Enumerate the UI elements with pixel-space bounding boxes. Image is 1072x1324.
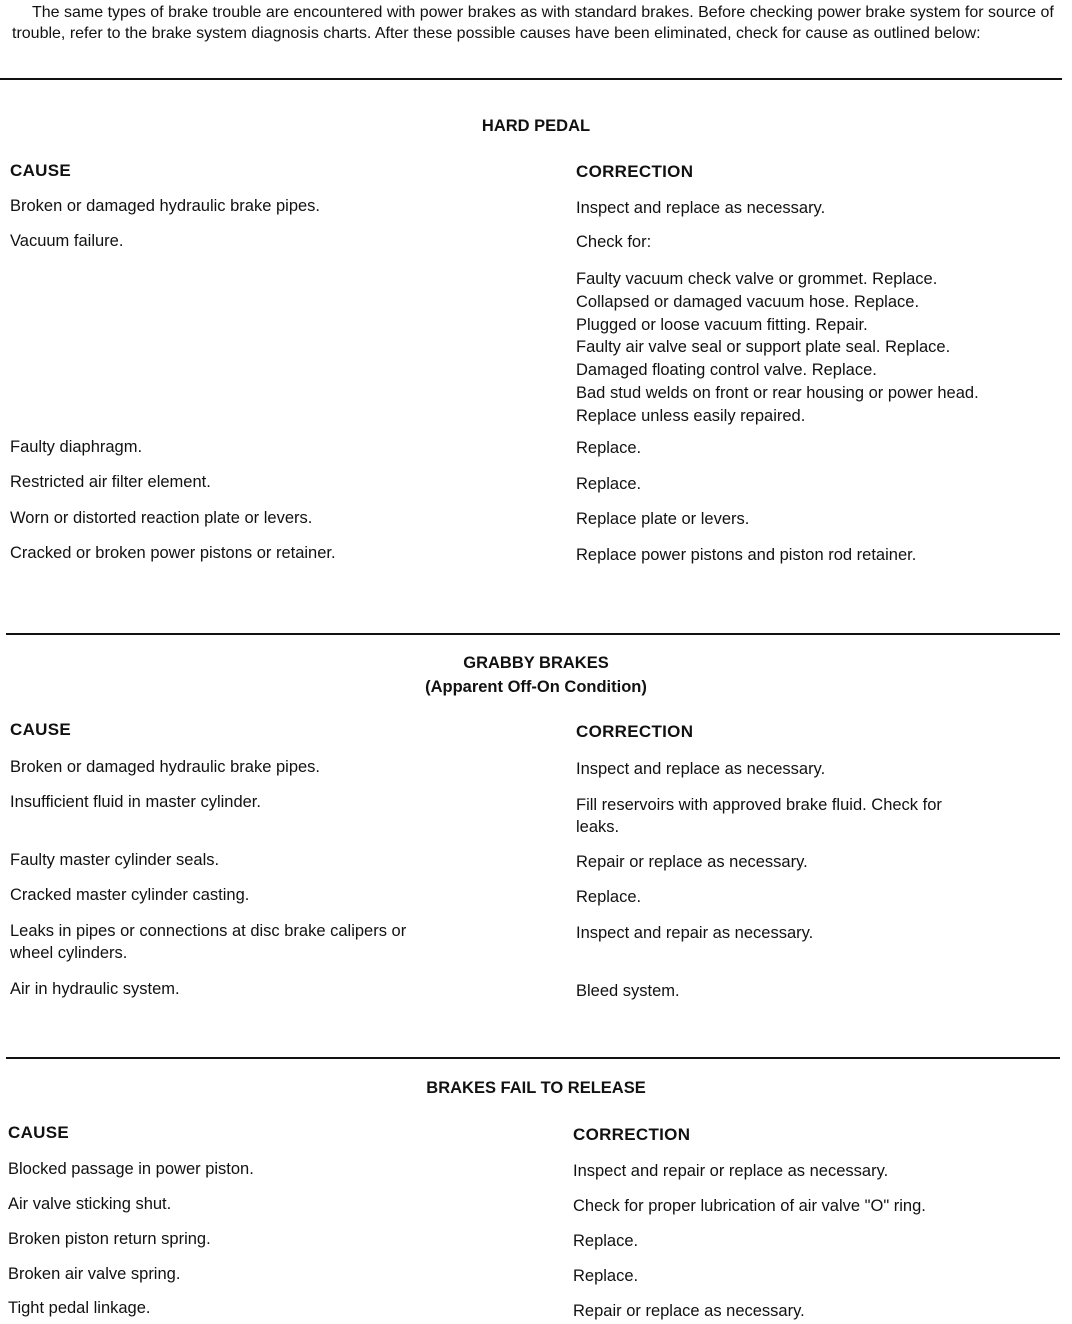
correction-text: Check for: (576, 233, 652, 251)
correction-text: Inspect and repair or replace as necessary. (573, 1162, 889, 1180)
correction-text: Inspect and replace as necessary. (576, 760, 826, 778)
section-divider (6, 633, 1060, 635)
cause-header: CAUSE (8, 1123, 70, 1142)
cause-text: Air in hydraulic system. (10, 980, 180, 998)
cause-text: Broken piston return spring. (8, 1230, 211, 1248)
cause-text: Broken or damaged hydraulic brake pipes. (10, 197, 321, 215)
section-divider (6, 1057, 1060, 1059)
cause-text: Faulty diaphragm. (10, 438, 143, 456)
correction-header: CORRECTION (576, 162, 694, 181)
correction-text: Inspect and replace as necessary. (576, 199, 826, 217)
section-title-grabby-brakes: GRABBY BRAKES (463, 654, 609, 672)
correction-text: Replace. (576, 439, 642, 457)
cause-text: Restricted air filter element. (10, 473, 211, 491)
cause-header: CAUSE (10, 161, 72, 180)
correction-header: CORRECTION (573, 1125, 691, 1144)
correction-text: Check for proper lubrication of air valve "O" ring. (573, 1197, 926, 1215)
correction-text: Replace. (573, 1267, 639, 1285)
section-subtitle: (Apparent Off-On Condition) (425, 678, 647, 696)
cause-text: Insufficient fluid in master cylinder. (10, 793, 261, 811)
correction-text: Fill reservoirs with approved brake fluid. Check for leaks. (576, 796, 942, 836)
cause-text: Blocked passage in power piston. (8, 1160, 254, 1178)
correction-text: Bleed system. (576, 982, 680, 1000)
cause-header: CAUSE (10, 720, 72, 739)
correction-text: Replace power pistons and piston rod retainer. (576, 546, 917, 564)
correction-text: Replace. (576, 475, 642, 493)
cause-text: Air valve sticking shut. (8, 1195, 172, 1213)
correction-text: Replace. (576, 888, 642, 906)
cause-text: Tight pedal linkage. (8, 1299, 151, 1317)
cause-text: Leaks in pipes or connections at disc brake calipers or wheel cylinders. (10, 922, 407, 962)
cause-text: Worn or distorted reaction plate or levers. (10, 509, 313, 527)
correction-checklist: Faulty vacuum check valve or grommet. Replace. Collapsed or damaged vacuum hose. Replace. Plugged or loose vacuum fitting. Repair. Faulty air valve seal or support plate seal. Replace. Damaged floating control valve. Replace. Bad stud welds on front or rear housing or power head. Replace unless easily repaired. (576, 270, 979, 425)
cause-text: Cracked or broken power pistons or retainer. (10, 544, 336, 562)
cause-text: Broken air valve spring. (8, 1265, 181, 1283)
correction-text: Inspect and repair as necessary. (576, 924, 814, 942)
correction-text: Repair or replace as necessary. (573, 1302, 805, 1320)
correction-header: CORRECTION (576, 722, 694, 741)
intro-paragraph: The same types of brake trouble are encountered with power brakes as with standard brakes. Before checking power brake system for source of trouble, refer to the brake system diagnosis charts. After these possible causes have been eliminated, check for cause as outlined below: (12, 4, 1054, 42)
section-title-hard-pedal: HARD PEDAL (481, 117, 591, 135)
correction-text: Replace plate or levers. (576, 510, 750, 528)
cause-text: Broken or damaged hydraulic brake pipes. (10, 758, 321, 776)
cause-text: Cracked master cylinder casting. (10, 886, 250, 904)
section-title-brakes-fail-to-release: BRAKES FAIL TO RELEASE (426, 1079, 646, 1097)
correction-text: Repair or replace as necessary. (576, 853, 808, 871)
cause-text: Faulty master cylinder seals. (10, 851, 220, 869)
cause-text: Vacuum failure. (10, 232, 124, 250)
section-divider (0, 78, 1062, 80)
correction-text: Replace. (573, 1232, 639, 1250)
